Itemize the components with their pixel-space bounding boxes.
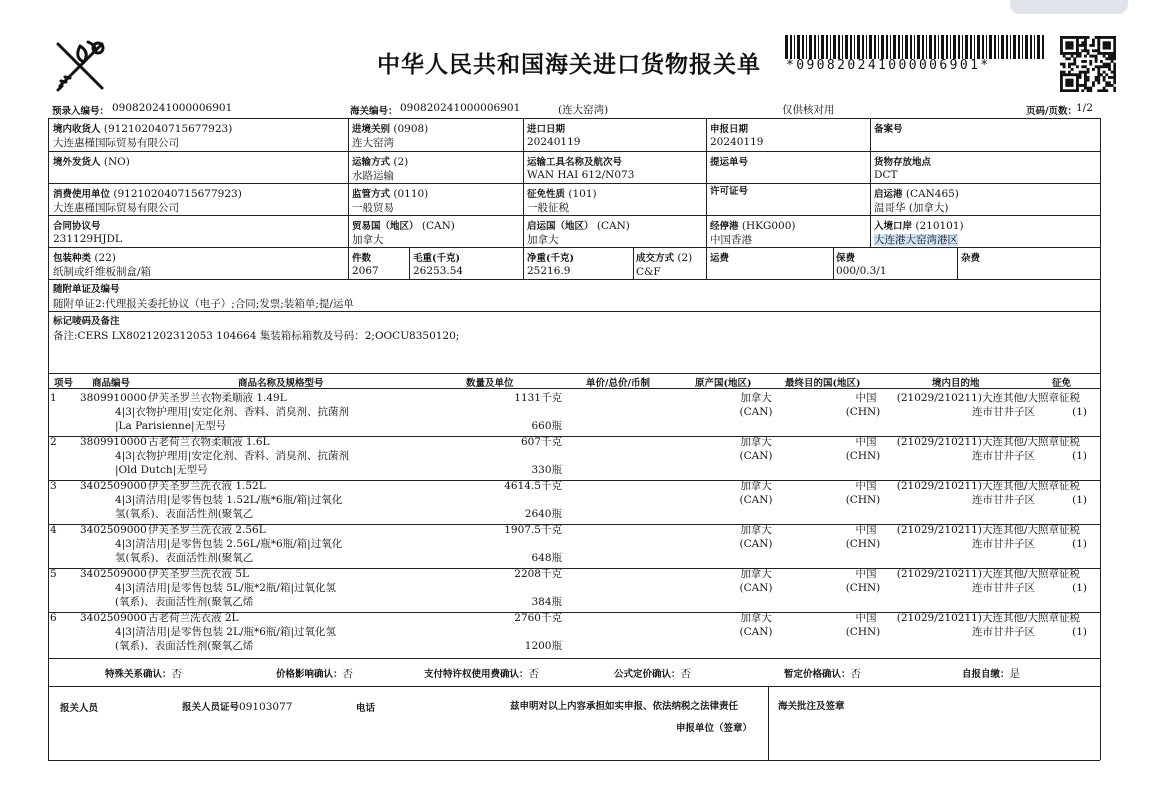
item-origin-code: (CAN) [739, 450, 773, 462]
item-qty-units: 330瓶 [531, 464, 562, 476]
item-domestic-dest: (21029/210211)大连其他/大 [896, 524, 1038, 536]
declarant-cert [182, 699, 292, 713]
transport-mode-cell [352, 154, 408, 183]
insurance-cell [836, 250, 887, 278]
freight-label: 运费 [710, 253, 730, 264]
item-final-dest: 中国 [855, 480, 877, 492]
item-name-line2: 4|3|清洁用|是零售包装 5L/瓶*2瓶/箱|过氧化氢 [115, 582, 337, 594]
item-no: 6 [50, 612, 57, 624]
declarant-label: 报关人员 [60, 703, 99, 714]
item-final-dest: 中国 [855, 524, 877, 536]
bl-label: 提运单号 [710, 157, 749, 168]
trade-country-code: (CAN) [421, 220, 455, 232]
origin-country-code: (CAN) [596, 220, 630, 232]
self-pay-label: 自报自缴： [962, 669, 1010, 680]
declare-date-cell [710, 121, 763, 149]
consumer-cell [53, 186, 242, 215]
special-value: 否 [171, 668, 183, 680]
deal: C&F [636, 266, 661, 278]
item-final-dest: 中国 [855, 612, 877, 624]
item-origin-code: (CAN) [739, 406, 773, 418]
item-origin-code: (CAN) [739, 538, 773, 550]
item-name-line3: 氢(氧系)、表面活性剂(聚氧乙 [115, 508, 254, 520]
declare-date-label: 申报日期 [710, 124, 749, 135]
col-price: 单价/总价/币制 [586, 378, 650, 389]
item-qty-weight: 1907.5千克 [504, 524, 562, 536]
consumer-label: 消费使用单位 [53, 189, 111, 200]
special-relation-confirm [105, 666, 182, 681]
trade-country-cell [352, 218, 455, 247]
item-domestic-dest-2: 连市甘井子区 [972, 582, 1035, 594]
pieces: 2067 [352, 265, 379, 277]
item-domestic-dest: (21029/210211)大连其他/大 [896, 480, 1038, 492]
transport-mode: 水路运输 [352, 170, 394, 182]
customs-port: (连大窑湾) [558, 104, 609, 116]
item-levy-code: (1) [1072, 406, 1087, 418]
item-levy-code: (1) [1072, 538, 1087, 550]
levy-code: (101) [568, 188, 597, 200]
col-code: 商品编号 [92, 378, 131, 389]
transit-port: 中国香港 [710, 234, 752, 246]
docs: 随附单证2:代理报关委托协议（电子）;合同;发票;装箱单;提/运单 [53, 298, 354, 310]
formula-confirm [614, 666, 691, 681]
item-domestic-dest-2: 连市甘井子区 [972, 450, 1035, 462]
item-levy: 照章征税 [1038, 524, 1080, 536]
item-domestic-dest-2: 连市甘井子区 [972, 538, 1035, 550]
supervision-code: (0110) [393, 188, 429, 200]
departure-port: 温哥华 (加拿大) [874, 202, 949, 214]
item-domestic-dest: (21029/210211)大连其他/大 [896, 436, 1038, 448]
item-domestic-dest-2: 连市甘井子区 [972, 494, 1035, 506]
pre-entry-label: 预录入编号： [52, 106, 110, 117]
freight-cell [710, 250, 729, 264]
item-name-line1: 古老荷兰洗衣液 2L [148, 612, 239, 624]
departure-port-code: (CAN465) [905, 188, 959, 200]
item-qty-weight: 2760千克 [514, 612, 562, 624]
item-no: 4 [50, 524, 57, 536]
marks: 备注:CERS LX8021202312053 104664 集装箱标箱数及号码：2;OOCU8350120; [53, 330, 460, 342]
col-qty: 数量及单位 [466, 378, 514, 389]
license-label: 许可证号 [710, 186, 749, 197]
declarant-cert-no: 09103077 [239, 701, 293, 713]
self-pay-value: 是 [1009, 668, 1021, 680]
record-no-label: 备案号 [874, 124, 903, 135]
item-final-dest-code: (CHN) [845, 494, 881, 506]
transit-port-cell [710, 218, 795, 247]
col-domestic-dest: 境内目的地 [932, 378, 980, 389]
phone-label: 电话 [356, 703, 376, 714]
departure-port-cell [874, 186, 959, 215]
item-name-line1: 伊芙圣罗兰洗衣液 5L [148, 568, 249, 580]
deal-code: (2) [677, 252, 693, 264]
entry-port: 大连港大窑湾港区 [874, 234, 958, 246]
levy-cell [527, 186, 597, 215]
storage: DCT [874, 169, 898, 181]
item-domestic-dest: (21029/210211)大连其他/大 [896, 392, 1038, 404]
pieces-cell [352, 250, 379, 278]
page-number: 1/2 [1076, 102, 1093, 114]
item-domestic-dest: (21029/210211)大连其他/大 [896, 612, 1038, 624]
transport-mode-code: (2) [393, 156, 409, 168]
special-label: 特殊关系确认： [105, 669, 172, 680]
provisional-value: 否 [850, 668, 862, 680]
package: 纸制或纤维板制盒/箱 [53, 266, 152, 278]
import-date-cell [527, 121, 580, 149]
item-domestic-dest: (21029/210211)大连其他/大 [896, 568, 1038, 580]
item-name-line2: 4|3|清洁用|是零售包装 2L/瓶*6瓶/箱|过氧化氢 [115, 626, 337, 638]
item-no: 1 [50, 392, 57, 404]
item-no: 5 [50, 568, 57, 580]
consignee-cell [53, 121, 232, 150]
entry-port-label: 入境口岸 [874, 221, 913, 232]
item-origin: 加拿大 [740, 392, 772, 404]
item-name-line2: 4|3|清洁用|是零售包装 2.56L/瓶*6瓶/箱|过氧化 [115, 538, 343, 550]
item-origin-code: (CAN) [739, 582, 773, 594]
gross-cell [413, 250, 463, 278]
customs-no: 090820241000006901 [400, 102, 521, 114]
misc-cell [961, 250, 980, 264]
bl-cell [710, 154, 748, 168]
item-origin: 加拿大 [740, 436, 772, 448]
vessel-cell [527, 154, 634, 182]
levy: 一般征税 [527, 202, 569, 214]
item-origin: 加拿大 [740, 524, 772, 536]
misc-label: 杂费 [961, 253, 981, 264]
col-levy: 征免 [1052, 378, 1072, 389]
royalty-label: 支付特许权使用费确认： [424, 669, 529, 680]
item-levy: 照章征税 [1038, 436, 1080, 448]
item-name-line3: |La Parisienne|无型号 [115, 420, 227, 432]
qr-code [1060, 36, 1116, 92]
item-final-dest-code: (CHN) [845, 406, 881, 418]
net-label: 净重(千克) [527, 253, 574, 264]
corner-decoration [1010, 0, 1128, 14]
item-code: 3402509000 [80, 524, 147, 536]
item-domestic-dest-2: 连市甘井子区 [972, 406, 1035, 418]
customs-emblem-logo [52, 38, 112, 94]
license-cell [710, 183, 748, 197]
contract-cell [53, 218, 122, 246]
price-value: 否 [342, 668, 354, 680]
item-levy: 照章征税 [1038, 392, 1080, 404]
levy-label: 征免性质 [527, 189, 566, 200]
for-check-note: 仅供核对用 [782, 104, 835, 116]
item-final-dest-code: (CHN) [845, 582, 881, 594]
origin-country: 加拿大 [527, 234, 559, 246]
origin-country-label: 启运国（地区） [527, 221, 594, 232]
item-no: 3 [50, 480, 57, 492]
shipper-code: (NO) [103, 156, 130, 168]
customs-no-label: 海关编号： [350, 106, 398, 117]
item-qty-units: 1200瓶 [524, 640, 562, 652]
col-no: 项号 [54, 378, 74, 389]
item-name-line3: (氧系)、表面活性剂(聚氧乙烯 [115, 640, 254, 652]
contract-label: 合同协议号 [53, 221, 101, 232]
item-code: 3809910000 [80, 436, 147, 448]
item-origin: 加拿大 [740, 568, 772, 580]
package-label: 包装种类 [53, 253, 92, 264]
item-name-line1: 古老荷兰衣物柔顺液 1.6L [148, 436, 270, 448]
pre-entry-no: 090820241000006901 [112, 102, 233, 114]
item-qty-weight: 4614.5千克 [504, 480, 562, 492]
item-final-dest-code: (CHN) [845, 450, 881, 462]
consumer-name: 大连惠槿国际贸易有限公司 [53, 202, 179, 214]
item-name-line1: 伊芙圣罗兰衣物柔顺液 1.49L [148, 392, 287, 404]
price-label: 价格影响确认： [276, 669, 343, 680]
item-final-dest: 中国 [855, 568, 877, 580]
package-cell [53, 250, 151, 279]
docs-label: 随附单证及编号 [53, 284, 120, 295]
transport-mode-label: 运输方式 [352, 157, 391, 168]
contract-no: 231129HJDL [53, 233, 122, 245]
net-cell [527, 250, 574, 278]
provisional-label: 暂定价格确认： [784, 669, 851, 680]
import-date-label: 进口日期 [527, 124, 566, 135]
item-levy: 照章征税 [1038, 568, 1080, 580]
item-final-dest-code: (CHN) [845, 538, 881, 550]
entry-customs-name: 连大窑湾 [352, 137, 394, 149]
entry-customs-label: 进境关别 [352, 124, 391, 135]
insurance-label: 保费 [836, 253, 856, 264]
item-qty-units: 2640瓶 [524, 508, 562, 520]
price-impact-confirm [276, 666, 353, 681]
formula-value: 否 [680, 668, 692, 680]
consumer-code: (912102040715677923) [113, 188, 242, 200]
item-code: 3809910000 [80, 392, 147, 404]
item-origin: 加拿大 [740, 612, 772, 624]
shipper-cell [53, 154, 130, 169]
docs-cell [53, 281, 354, 311]
item-origin-code: (CAN) [739, 626, 773, 638]
customs-approval: 海关批注及签章 [778, 701, 845, 712]
entry-port-cell [874, 218, 964, 247]
item-levy: 照章征税 [1038, 480, 1080, 492]
legal-statement: 兹申明对以上内容承担如实申报、依法纳税之法律责任 [510, 701, 739, 712]
royalty-confirm [424, 666, 539, 681]
item-name-line2: 4|3|衣物护理用|安定化剂、香料、消臭剂、抗菌剂 [115, 406, 349, 418]
consignee-label: 境内收货人 [53, 124, 101, 135]
vessel: WAN HAI 612/N073 [527, 169, 635, 181]
page-label: 页码/页数： [1026, 106, 1077, 117]
transit-port-code: (HKG000) [741, 220, 796, 232]
item-name-line1: 伊芙圣罗兰洗衣液 1.52L [148, 480, 266, 492]
item-name-line3: 氢(氧系)、表面活性剂(聚氧乙 [115, 552, 254, 564]
item-final-dest: 中国 [855, 392, 877, 404]
item-qty-weight: 2208千克 [514, 568, 562, 580]
gross: 26253.54 [413, 265, 464, 277]
gross-label: 毛重(千克) [413, 253, 460, 264]
item-levy-code: (1) [1072, 626, 1087, 638]
insurance: 000/0.3/1 [836, 265, 887, 277]
departure-port-label: 启运港 [874, 189, 903, 200]
declarant-cert-label: 报关人员证号 [182, 702, 240, 713]
item-levy-code: (1) [1072, 494, 1087, 506]
consignee-name: 大连惠槿国际贸易有限公司 [53, 137, 179, 149]
transit-port-label: 经停港 [710, 221, 739, 232]
barcode [785, 35, 1047, 59]
supervision-label: 监管方式 [352, 189, 391, 200]
page-title: 中华人民共和国海关进口货物报关单 [377, 52, 761, 78]
item-final-dest-code: (CHN) [845, 626, 881, 638]
item-origin-code: (CAN) [739, 494, 773, 506]
vessel-label: 运输工具名称及航次号 [527, 157, 623, 168]
marks-cell [53, 313, 459, 343]
trade-country-label: 贸易国（地区） [352, 221, 419, 232]
item-levy: 照章征税 [1038, 612, 1080, 624]
provisional-confirm [784, 666, 861, 681]
entry-customs-cell [352, 121, 428, 150]
deal-label: 成交方式 [636, 253, 675, 264]
storage-cell [874, 154, 931, 182]
item-qty-units: 648瓶 [531, 552, 562, 564]
pieces-label: 件数 [352, 253, 372, 264]
col-final-dest: 最终目的国(地区) [785, 378, 861, 389]
deal-cell [636, 250, 692, 279]
entry-customs-code: (0908) [393, 123, 429, 135]
declare-unit-seal: 申报单位（签章） [676, 723, 753, 734]
item-levy-code: (1) [1072, 582, 1087, 594]
formula-label: 公式定价确认： [614, 669, 681, 680]
item-name-line3: |Old Dutch|无型号 [115, 464, 208, 476]
item-code: 3402509000 [80, 480, 147, 492]
item-qty-weight: 1131千克 [514, 392, 562, 404]
item-no: 2 [50, 436, 57, 448]
col-origin: 原产国(地区) [695, 378, 752, 389]
item-qty-units: 384瓶 [531, 596, 562, 608]
item-name-line3: (氧系)、表面活性剂(聚氧乙烯 [115, 596, 254, 608]
self-pay-confirm [962, 666, 1020, 681]
supervision-cell [352, 186, 428, 215]
item-name-line2: 4|3|衣物护理用|安定化剂、香料、消臭剂、抗菌剂 [115, 450, 349, 462]
storage-label: 货物存放地点 [874, 157, 932, 168]
consignee-code: (912102040715677923) [103, 123, 233, 135]
item-levy-code: (1) [1072, 450, 1087, 462]
net: 25216.9 [527, 265, 571, 277]
item-origin: 加拿大 [740, 480, 772, 492]
royalty-value: 否 [528, 668, 540, 680]
item-domestic-dest-2: 连市甘井子区 [972, 626, 1035, 638]
barcode-text: *090820241000006901* [786, 58, 991, 73]
declare-date: 20240119 [710, 136, 764, 148]
item-name-line2: 4|3|清洁用|是零售包装 1.52L/瓶*6瓶/箱|过氧化 [115, 494, 343, 506]
import-date: 20240119 [527, 136, 581, 148]
origin-country-cell [527, 218, 630, 247]
item-qty-units: 660瓶 [531, 420, 562, 432]
item-name-line1: 伊芙圣罗兰洗衣液 2.56L [148, 524, 266, 536]
shipper-label: 境外发货人 [53, 157, 101, 168]
supervision: 一般贸易 [352, 202, 394, 214]
trade-country: 加拿大 [352, 234, 384, 246]
item-final-dest: 中国 [855, 436, 877, 448]
item-qty-weight: 607千克 [520, 436, 562, 448]
item-code: 3402509000 [80, 568, 147, 580]
record-no-cell [874, 121, 903, 135]
marks-label: 标记唛码及备注 [53, 316, 120, 327]
entry-port-code: (210101) [915, 220, 964, 232]
package-code: (22) [94, 252, 116, 264]
col-name: 商品名称及规格型号 [238, 378, 324, 389]
item-code: 3402509000 [80, 612, 147, 624]
